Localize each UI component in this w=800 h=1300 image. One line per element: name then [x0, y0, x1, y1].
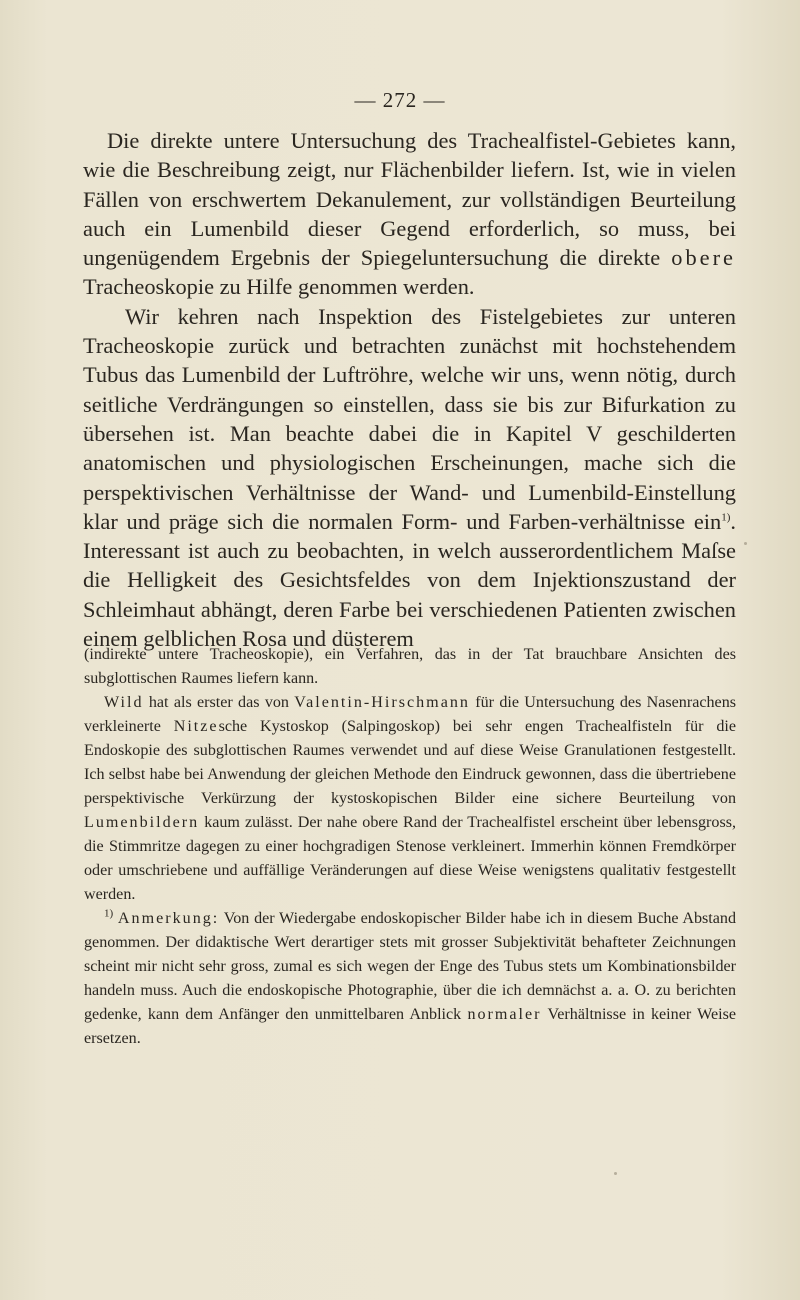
paragraph-2-end: . Interessant ist auch zu beobachten, in welch ausserordentlichem Maſse die Helligkeit des Gesichtsfeldes von dem Injektionszustand der Schleimhaut abhängt, deren Farbe bei verschiedenen Patienten zwischen einem gelblichen Rosa und düsterem [83, 508, 736, 652]
footnote-wild-text-c: sche Kystoskop (Salpingoskop) bei sehr engen Trachealfisteln für die Endoskopie des subglottischen Raumes verwendet und auf diese Weise Granulationen festgestellt. Ich selbst habe bei Anwendung der gleichen Methode den Eindruck gewonnen, dass die übertriebene perspektivische Verkürzung der kystoskopischen Bilder eine sichere Beurteilung von [84, 718, 736, 807]
footnote-continuation: (indirekte untere Tracheoskopie), ein Verfahren, das in der Tat brauchbare Ansichten des subglottischen Raumes liefern kann. [84, 646, 736, 687]
footnote-wild-text-a: hat als erster das von [148, 694, 289, 711]
paper-speck [744, 542, 747, 545]
footnote-wild [84, 691, 736, 907]
footnote-anmerkung-text-a: Von der Wiedergabe endoskopischer Bilder habe ich in diesem Buche Abstand genommen. Der didaktische Wert derartiger stets mit grosser Subjektivität behafteter Zeichnungen scheint mir nicht sehr gross, zumal es sich wegen der Enge des Tubus stets um Kombinationsbilder handeln muss. Auch die endoskopische Photographie, über die ich demnächst a. a. O. zu berichten gedenke, kann dem Anfänger den unmittelbaren Anblick [84, 910, 736, 1023]
emphasis-wild: Wild [104, 694, 144, 711]
page-number: — 272 — [354, 88, 446, 112]
footnotes [84, 643, 736, 1051]
paragraph-2-text: Wir kehren nach Inspektion des Fistelgebietes zur unteren Tracheoskopie zurück und betrachten zunächst mit hochstehendem Tubus das Lumenbild der Luftröhre, welche wir uns, wenn nötig, durch seitliche Verdrängungen so einstellen, dass sie bis zur Bifurkation zu übersehen ist. Man beachte dabei die in Kapitel V geschilderten anatomischen und physiologischen Erscheinungen, mache sich die perspektivischen Verhältnisse der Wand- und Lumenbild-Einstellung klar und präge sich die normalen Form- und Farben-verhältnisse ein [83, 303, 736, 534]
emphasis-nitze: Nitze [173, 718, 219, 735]
footnote-marker: 1) [721, 511, 731, 524]
emphasis-obere: obere [671, 245, 736, 271]
paragraph-1-text: Die direkte untere Untersuchung des Trachealfistel-Gebietes kann, wie die Beschreibung zeigt, nur Flächenbilder liefern. Ist, wie in vielen Fällen von erschwertem Dekanulement, zur vollständigen Beurteilung auch ein Lumenbild dieser Gegend erforderlich, so muss, bei ungenügendem Ergebnis der Spiegeluntersuchung die direkte [83, 128, 736, 271]
paragraph-1-end: Tracheoskopie zu Hilfe genommen werden. [83, 274, 475, 300]
footnote-wild-text-b: für die Untersuchung des Nasenrachens verkleinerte [84, 694, 737, 735]
paper-speck [614, 1172, 617, 1175]
paragraph-1 [83, 126, 736, 302]
emphasis-normaler: normaler [467, 1006, 542, 1023]
footnote-wild-text-d: kaum zulässt. Der nahe obere Rand der Trachealfistel erscheint über lebensgross, die Stimmritze dagegen zu einer hochgradigen Stenose verkleinert. Immerhin können Fremdkörper oder umschriebene und auffällige Veränderungen auf diese Weise wenigstens qualitativ festgestellt werden. [84, 814, 736, 903]
emphasis-valentin: Valentin-Hirschmann [294, 694, 470, 711]
footnote-anmerkung-text-b: Verhältnisse in keiner Weise ersetzen. [84, 1006, 737, 1047]
main-text [83, 126, 736, 653]
emphasis-lumenbildern: Lumenbildern [84, 814, 200, 831]
footnote-anmerkung [84, 907, 736, 1051]
footnote-number: 1) [104, 907, 114, 920]
paragraph-2 [83, 302, 736, 654]
emphasis-anmerkung: Anmerkung: [117, 910, 220, 927]
